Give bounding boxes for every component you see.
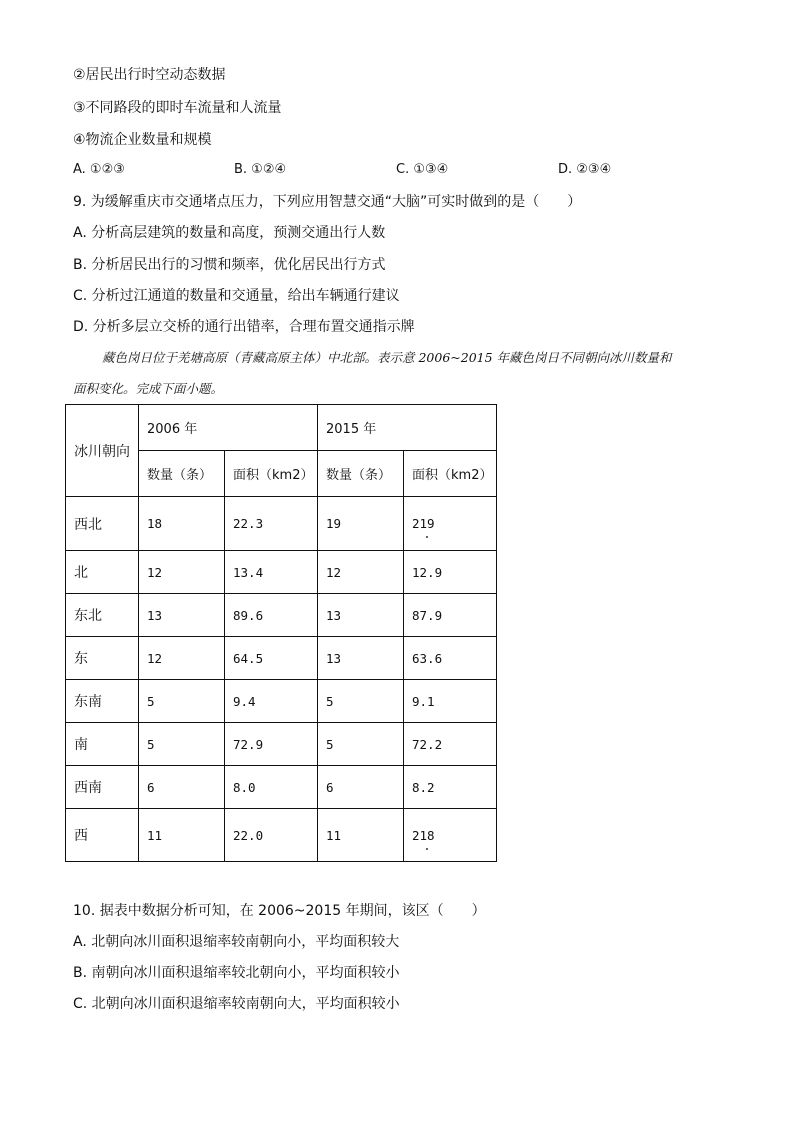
q9-stem: 9. 为缓解重庆市交通堵点压力，下列应用智慧交通“大脑”可实时做到的是（ ）: [73, 194, 582, 210]
count-2006-cell: 11: [139, 809, 225, 862]
direction-cell: 西北: [66, 497, 139, 551]
q9-option-d: D. 分析多层立交桥的通行出错率，合理布置交通指示牌: [73, 319, 415, 335]
count-2006-cell: 12: [139, 637, 225, 680]
area-2006-cell: 22.3: [225, 497, 318, 551]
count-2006-cell: 13: [139, 594, 225, 637]
glacier-table: [65, 404, 497, 862]
intro-line-1: 藏色岗日位于羌塘高原（青藏高原主体）中北部。表示意 2006~2015 年藏色岗日不同朝向冰川数量和: [102, 350, 672, 365]
q8-item-2: ②居民出行时空动态数据: [73, 67, 226, 83]
direction-cell: 南: [66, 723, 139, 766]
count-2015-cell: 5: [318, 723, 404, 766]
intro-line-2: 面积变化。完成下面小题。: [73, 381, 224, 396]
count-2015-cell: 11: [318, 809, 404, 862]
count-2015-cell: 13: [318, 594, 404, 637]
q8-option-d: D. ②③④: [558, 162, 612, 177]
q8-option-b: B. ①②④: [234, 162, 287, 177]
area-2015-value: 219: [412, 516, 435, 531]
count-2015-cell: 13: [318, 637, 404, 680]
table-row: [66, 766, 497, 809]
year-2006-header: 2006 年: [139, 405, 318, 451]
area-header-2006: 面积（km2）: [225, 451, 318, 497]
area-2015-cell: 8.2: [404, 766, 497, 809]
area-2006-cell: 22.0: [225, 809, 318, 862]
area-2015-cell: [404, 497, 497, 551]
area-2006-cell: 9.4: [225, 680, 318, 723]
count-2015-cell: 12: [318, 551, 404, 594]
table-row: [66, 551, 497, 594]
count-2015-cell: 5: [318, 680, 404, 723]
area-2015-cell: 9.1: [404, 680, 497, 723]
area-2006-cell: 64.5: [225, 637, 318, 680]
area-2006-cell: 8.0: [225, 766, 318, 809]
area-header-2015: 面积（km2）: [404, 451, 497, 497]
area-2006-cell: 72.9: [225, 723, 318, 766]
table-row: [66, 637, 497, 680]
q8-option-c: C. ①③④: [396, 162, 449, 177]
direction-cell: 北: [66, 551, 139, 594]
count-2015-cell: 19: [318, 497, 404, 551]
q10-option-c: C. 北朝向冰川面积退缩率较南朝向大，平均面积较小: [73, 996, 400, 1012]
q8-option-a: A. ①②③: [73, 162, 125, 177]
table-row: [66, 680, 497, 723]
table-row: [66, 809, 497, 862]
q8-item-3: ③不同路段的即时车流量和人流量: [73, 100, 282, 116]
count-2006-cell: 12: [139, 551, 225, 594]
area-2006-cell: 13.4: [225, 551, 318, 594]
count-2006-cell: 6: [139, 766, 225, 809]
direction-cell: 西南: [66, 766, 139, 809]
area-2015-value: 218: [412, 827, 435, 843]
count-2015-cell: 6: [318, 766, 404, 809]
area-2015-cell: 12.9: [404, 551, 497, 594]
q10-stem: 10. 据表中数据分析可知，在 2006~2015 年期间，该区（ ）: [73, 903, 486, 919]
direction-cell: 东北: [66, 594, 139, 637]
area-2015-cell: 87.9: [404, 594, 497, 637]
q9-option-c: C. 分析过江通道的数量和交通量，给出车辆通行建议: [73, 288, 400, 304]
table-row: [66, 723, 497, 766]
year-2015-header: 2015 年: [318, 405, 497, 451]
area-2006-cell: 89.6: [225, 594, 318, 637]
count-2006-cell: 18: [139, 497, 225, 551]
count-2006-cell: 5: [139, 680, 225, 723]
area-2015-cell: 63.6: [404, 637, 497, 680]
direction-cell: 西: [66, 809, 139, 862]
count-2006-cell: 5: [139, 723, 225, 766]
table-row: [66, 594, 497, 637]
q9-option-b: B. 分析居民出行的习惯和频率，优化居民出行方式: [73, 257, 386, 273]
q10-option-b: B. 南朝向冰川面积退缩率较北朝向小，平均面积较小: [73, 965, 400, 981]
table-corner-header: 冰川朝向: [66, 405, 139, 497]
table-row: [66, 497, 497, 551]
q10-option-a: A. 北朝向冰川面积退缩率较南朝向小，平均面积较大: [73, 934, 400, 950]
q9-option-a: A. 分析高层建筑的数量和高度，预测交通出行人数: [73, 225, 386, 241]
count-header-2015: 数量（条）: [318, 451, 404, 497]
q8-options: [73, 162, 673, 180]
direction-cell: 东: [66, 637, 139, 680]
area-2015-cell: 72.2: [404, 723, 497, 766]
direction-cell: 东南: [66, 680, 139, 723]
area-2015-cell: [404, 809, 497, 862]
q8-item-4: ④物流企业数量和规模: [73, 132, 212, 148]
count-header-2006: 数量（条）: [139, 451, 225, 497]
